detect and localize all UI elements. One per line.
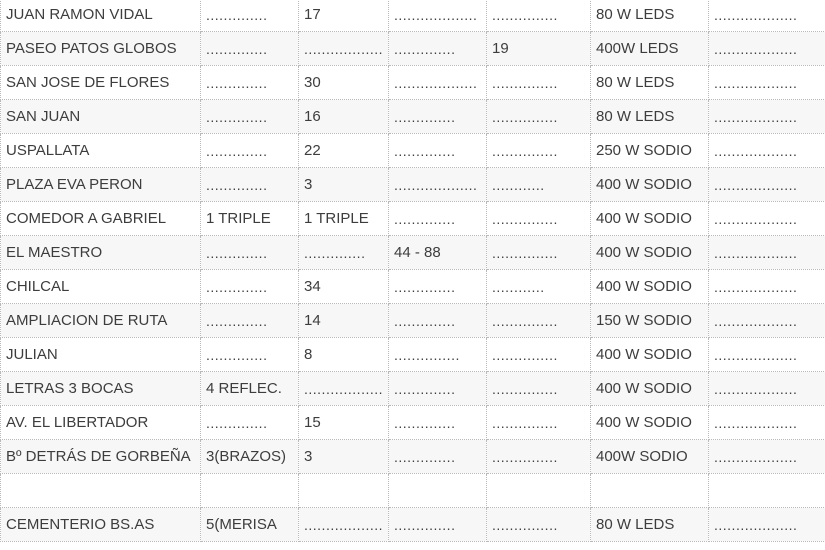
- table-cell: ..............: [299, 236, 389, 270]
- table-cell: ...................: [709, 100, 825, 134]
- table-cell: ...................: [709, 270, 825, 304]
- table-cell: 400W SODIO: [591, 440, 709, 474]
- table-cell: ...................: [389, 168, 487, 202]
- row-label-cell: LETRAS 3 BOCAS: [1, 372, 201, 406]
- table-cell: [487, 474, 591, 508]
- table-cell: ..............: [201, 236, 299, 270]
- table-row: [1, 372, 825, 406]
- table-cell: ..................: [299, 32, 389, 66]
- table-cell: ..............: [201, 338, 299, 372]
- table-cell: 22: [299, 134, 389, 168]
- table-cell: ..............: [201, 134, 299, 168]
- row-label-cell: Bº DETRÁS DE GORBEÑA: [1, 440, 201, 474]
- table-cell: ...................: [709, 66, 825, 100]
- table-cell: ...................: [709, 440, 825, 474]
- table-cell: 3: [299, 168, 389, 202]
- row-label-cell: USPALLATA: [1, 134, 201, 168]
- table-cell: 44 - 88: [389, 236, 487, 270]
- table-cell: ...................: [389, 0, 487, 32]
- table-cell: ...............: [487, 508, 591, 542]
- table-cell: [299, 474, 389, 508]
- row-label-cell: [1, 474, 201, 508]
- table-cell: 1 TRIPLE: [201, 202, 299, 236]
- table-cell: ..............: [201, 100, 299, 134]
- table-cell: ...............: [487, 304, 591, 338]
- table-cell: ...................: [709, 168, 825, 202]
- table-cell: [389, 474, 487, 508]
- table-cell: 400 W SODIO: [591, 236, 709, 270]
- table-cell: ...................: [709, 202, 825, 236]
- row-label-cell: COMEDOR A GABRIEL: [1, 202, 201, 236]
- table-cell: ..............: [201, 406, 299, 440]
- table-row: [1, 202, 825, 236]
- table-cell: ..............: [389, 270, 487, 304]
- table-cell: 15: [299, 406, 389, 440]
- row-label-cell: CEMENTERIO BS.AS: [1, 508, 201, 542]
- table-cell: ..................: [299, 372, 389, 406]
- table-cell: ...............: [487, 202, 591, 236]
- table-cell: 19: [487, 32, 591, 66]
- table-cell: [709, 474, 825, 508]
- table-cell: 17: [299, 0, 389, 32]
- table-cell: ..............: [389, 372, 487, 406]
- table-cell: 400 W SODIO: [591, 372, 709, 406]
- table-cell: [201, 474, 299, 508]
- table-cell: 14: [299, 304, 389, 338]
- table-cell: ...................: [709, 304, 825, 338]
- table-cell: ...............: [487, 134, 591, 168]
- table-cell: ............: [487, 168, 591, 202]
- row-label-cell: EL MAESTRO: [1, 236, 201, 270]
- table-cell: 34: [299, 270, 389, 304]
- table-cell: 80 W LEDS: [591, 66, 709, 100]
- row-label-cell: CHILCAL: [1, 270, 201, 304]
- table-cell: 1 TRIPLE: [299, 202, 389, 236]
- table-row: [1, 168, 825, 202]
- table-cell: 150 W SODIO: [591, 304, 709, 338]
- table-cell: ...................: [389, 66, 487, 100]
- table-cell: 400 W SODIO: [591, 202, 709, 236]
- table-cell: ..............: [201, 270, 299, 304]
- table-cell: ...............: [487, 100, 591, 134]
- table-cell: 30: [299, 66, 389, 100]
- table-cell: ............: [487, 270, 591, 304]
- row-label-cell: JUAN RAMON VIDAL: [1, 0, 201, 32]
- table-cell: ..............: [389, 406, 487, 440]
- table-cell: ...............: [487, 406, 591, 440]
- table-cell: ...............: [487, 66, 591, 100]
- table-cell: 16: [299, 100, 389, 134]
- table-row: [1, 32, 825, 66]
- table-cell: [591, 474, 709, 508]
- table-row: [1, 236, 825, 270]
- table-cell: ..............: [389, 202, 487, 236]
- table-row: [1, 134, 825, 168]
- table-row: [1, 440, 825, 474]
- row-label-cell: AMPLIACION DE RUTA: [1, 304, 201, 338]
- table-row: [1, 270, 825, 304]
- table-cell: ..............: [389, 440, 487, 474]
- table-row: [1, 0, 825, 32]
- table-cell: 400 W SODIO: [591, 338, 709, 372]
- table-row: [1, 508, 825, 542]
- table-cell: ..............: [201, 168, 299, 202]
- table-cell: ..............: [201, 66, 299, 100]
- table-cell: ...................: [709, 134, 825, 168]
- table-cell: ...............: [487, 440, 591, 474]
- table-cell: ..............: [389, 304, 487, 338]
- table-cell: ...............: [389, 338, 487, 372]
- table-cell: 80 W LEDS: [591, 100, 709, 134]
- row-label-cell: AV. EL LIBERTADOR: [1, 406, 201, 440]
- table-cell: ...................: [709, 372, 825, 406]
- table-cell: 4 REFLEC.: [201, 372, 299, 406]
- table-cell: ...................: [709, 32, 825, 66]
- table-cell: 80 W LEDS: [591, 0, 709, 32]
- table-cell: ..............: [389, 508, 487, 542]
- table-cell: ...................: [709, 0, 825, 32]
- table-row: [1, 406, 825, 440]
- table-cell: 400 W SODIO: [591, 406, 709, 440]
- table-cell: ...............: [487, 338, 591, 372]
- table-cell: ..................: [299, 508, 389, 542]
- table-cell: ..............: [201, 0, 299, 32]
- table-cell: ...................: [709, 508, 825, 542]
- row-label-cell: PASEO PATOS GLOBOS: [1, 32, 201, 66]
- table-cell: 3: [299, 440, 389, 474]
- table-cell: ..............: [389, 100, 487, 134]
- table-cell: ...................: [709, 338, 825, 372]
- table-row: [1, 100, 825, 134]
- table-cell: 250 W SODIO: [591, 134, 709, 168]
- table-cell: 80 W LEDS: [591, 508, 709, 542]
- row-label-cell: JULIAN: [1, 338, 201, 372]
- table-cell: ..............: [201, 32, 299, 66]
- table-cell: ...............: [487, 0, 591, 32]
- table-cell: 3(BRAZOS): [201, 440, 299, 474]
- row-label-cell: PLAZA EVA PERON: [1, 168, 201, 202]
- table-cell: ..............: [389, 134, 487, 168]
- table-cell: ...................: [709, 406, 825, 440]
- table-cell: 8: [299, 338, 389, 372]
- table-row: [1, 474, 825, 508]
- table-cell: 5(MERISA: [201, 508, 299, 542]
- row-label-cell: SAN JOSE DE FLORES: [1, 66, 201, 100]
- table-body: [1, 0, 825, 542]
- table-row: [1, 304, 825, 338]
- table-cell: ...............: [487, 372, 591, 406]
- table-cell: ..............: [201, 304, 299, 338]
- table-row: [1, 66, 825, 100]
- table-cell: ...............: [487, 236, 591, 270]
- table-cell: 400W LEDS: [591, 32, 709, 66]
- table-cell: ...................: [709, 236, 825, 270]
- table-cell: 400 W SODIO: [591, 270, 709, 304]
- table-cell: ..............: [389, 32, 487, 66]
- table-row: [1, 338, 825, 372]
- table-cell: 400 W SODIO: [591, 168, 709, 202]
- row-label-cell: SAN JUAN: [1, 100, 201, 134]
